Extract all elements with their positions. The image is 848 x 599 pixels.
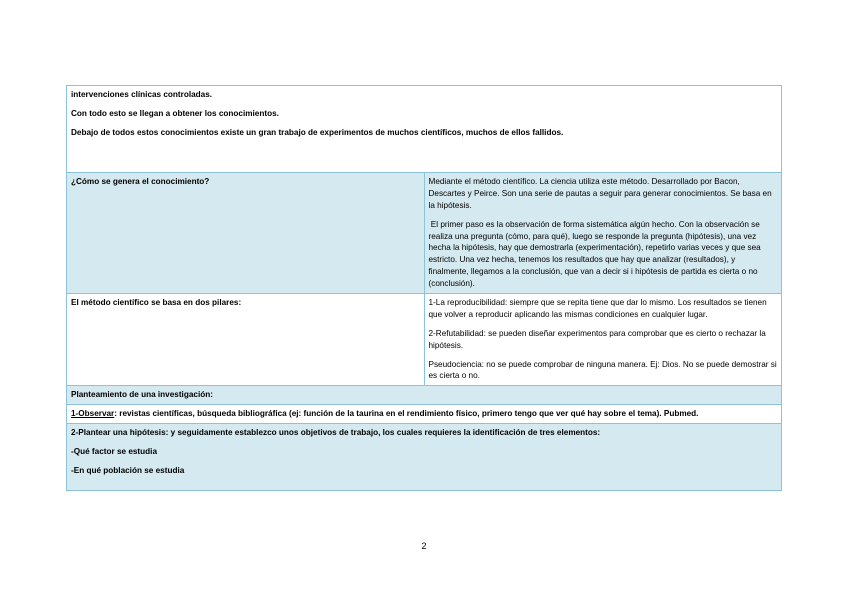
row-label-knowledge: ¿Cómo se genera el conocimiento? [67,173,425,294]
knowledge-paragraph-1: Mediante el método científico. La ciencia utiliza este método. Desarrollado por Bacon, Descartes y Peirce. Son una serie de pautas a seguir para generar conocimientos. Se basa en la hipótesis. [428,177,772,210]
row-content-pillars [424,294,782,386]
page-number: 2 [421,541,427,551]
intro-cell [67,86,782,173]
row-content-knowledge [424,173,782,294]
section-heading: Planteamiento de una investigación: [67,386,782,405]
pillar-reproducibility: 1-La reproducibilidad: siempre que se repita tiene que dar lo mismo. Los resultados se tienen que volver a reproducir aplicando las mismas condiciones en cualquier lugar. [428,298,767,319]
pseudoscience-note: Pseudociencia: no se puede comprobar de ninguna manera. Ej: Dios. No se puede demostrar si es cierta o no. [428,359,777,381]
observe-cell [67,405,782,424]
knowledge-paragraph-2: El primer paso es la observación de forma sistemática algún hecho. Con la observación se realiza una pregunta (cómo, para qué), luego se responde la pregunta (hipótesis), una vez hecha la hipótesis, hay que demostrarla (experimentación), repetirlo varias veces y que sea estricto. Una vez hecha, tenemos los resultados que hay que analizar (resultados), y finalmente, llegamos a la conclusión, que van a decir si i hipótesis de partida es cierta o no (conclusión). [428,219,764,289]
intro-line-2: Con todo esto se llegan a obtener los conocimientos. [71,108,279,118]
hypothesis-line: 2-Plantear una hipótesis: y seguidamente establezco unos objetivos de trabajo, los cuales requieres la identificación de tres elementos: [71,428,601,438]
observe-text: : revistas científicas, búsqueda bibliográfica (ej: función de la taurina en el rendimiento físico, primero tengo que ver qué hay sobre el tema). Pubmed. [114,409,699,419]
notes-table [66,85,782,491]
factor-line: -Qué factor se estudia [71,447,157,457]
pillar-refutability: 2-Refutabilidad: se pueden diseñar experimentos para comprobar que es cierto o rechazar la hipótesis. [428,328,766,350]
population-line: -En qué población se estudia [71,465,185,475]
observe-term: 1-Observar [71,409,115,419]
intro-line-1: intervenciones clínicas controladas. [71,90,213,99]
row-label-pillars: El método científico se basa en dos pilares: [67,294,425,386]
hypothesis-cell [67,424,782,491]
intro-line-3: Debajo de todos estos conocimientos existe un gran trabajo de experimentos de muchos científicos, muchos de ellos fallidos. [71,127,564,137]
